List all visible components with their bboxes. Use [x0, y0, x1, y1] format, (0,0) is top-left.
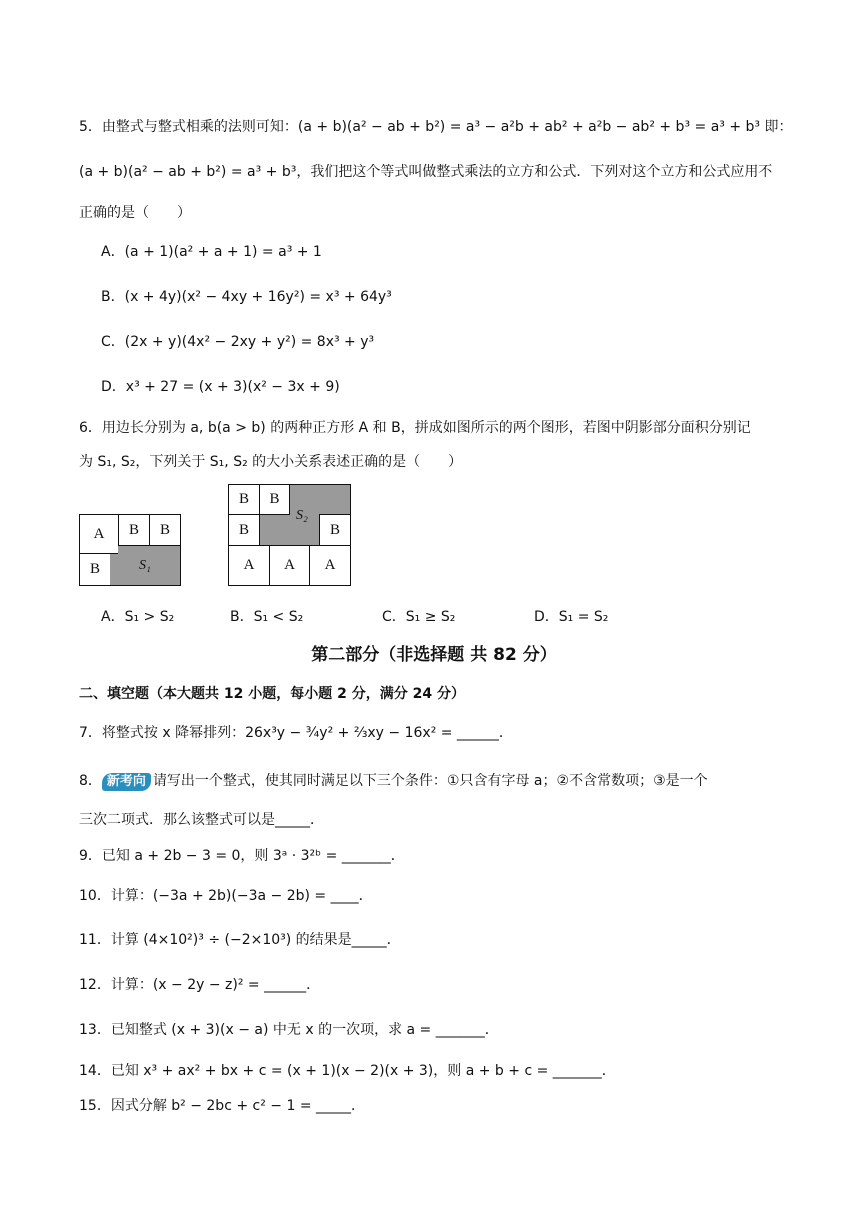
q6-option-c: C．S₁ ≥ S₂	[382, 609, 456, 625]
fig1-square-b: B	[149, 514, 181, 546]
q8-number: 8．	[79, 773, 102, 789]
q11-text: 11．计算 (4×10²)³ ÷ (−2×10³) 的结果是_____．	[79, 932, 401, 948]
q7-text: 7．将整式按 x 降幂排列：26x³y − ¾y² + ⅔xy − 16x² = ______．	[79, 725, 513, 741]
fig1-square-a: A	[79, 514, 119, 554]
q5-option-a: A．(a + 1)(a² + a + 1) = a³ + 1	[101, 244, 322, 260]
q5-line3: 正确的是（ ）	[79, 205, 191, 221]
q5-line2: (a + b)(a² − ab + b²) = a³ + b³，我们把这个等式叫做整式乘法的立方和公式．下列对这个立方和公式应用不	[79, 164, 773, 180]
q15-text: 15．因式分解 b² − 2bc + c² − 1 = _____．	[79, 1098, 365, 1114]
fig2-square-b: B	[228, 514, 260, 546]
q6-line2: 为 S₁, S₂，下列关于 S₁, S₂ 的大小关系表述正确的是（ ）	[79, 454, 463, 470]
fig2-square-a: A	[309, 545, 351, 586]
new-direction-badge: 新考向	[102, 773, 151, 791]
q9-text: 9．已知 a + 2b − 3 = 0，则 3ᵃ · 3²ᵇ = _______．	[79, 848, 405, 864]
fig1-square-b: B	[118, 514, 150, 546]
q5-line1: 5．由整式与整式相乘的法则可知：(a + b)(a² − ab + b²) = a³ − a²b + ab² + a²b − ab² + b³ = a³ + b³ 即：	[79, 119, 793, 135]
q8-line2: 三次二项式．那么该整式可以是_____．	[79, 812, 324, 828]
q12-text: 12．计算：(x − 2y − z)² = ______．	[79, 977, 321, 993]
fig2-square-a: A	[228, 545, 270, 586]
q6-figure-2	[228, 484, 351, 586]
q5-option-d: D．x³ + 27 = (x + 3)(x² − 3x + 9)	[101, 379, 340, 395]
fig2-shade-label: S₂	[296, 508, 308, 523]
fig1-square-b: B	[79, 553, 111, 586]
fig2-square-a: A	[269, 545, 310, 586]
q6-figure-1	[79, 514, 181, 586]
q5-option-c: C．(2x + y)(4x² − 2xy + y²) = 8x³ + y³	[101, 334, 375, 350]
fig1-shaded-region-top	[118, 545, 181, 554]
fig2-square-b: B	[228, 484, 260, 515]
q10-text: 10．计算：(−3a + 2b)(−3a − 2b) = ____．	[79, 888, 373, 904]
q8-line1-text: 请写出一个整式，使其同时满足以下三个条件：①只含有字母 a；②不含常数项；③是一个	[152, 773, 708, 789]
part-title: 第二部分（非选择题 共 82 分）	[311, 645, 557, 665]
q6-line1: 6．用边长分别为 a, b(a > b) 的两种正方形 A 和 B，拼成如图所示的两个图形，若图中阴影部分面积分别记	[79, 420, 751, 436]
q6-option-a: A．S₁ > S₂	[101, 609, 175, 625]
q5-option-b: B．(x + 4y)(x² − 4xy + 16y²) = x³ + 64y³	[101, 289, 392, 305]
q8-line1	[79, 771, 708, 791]
fig2-square-b: B	[319, 514, 351, 546]
q6-option-d: D．S₁ = S₂	[534, 609, 609, 625]
q14-text: 14．已知 x³ + ax² + bx + c = (x + 1)(x − 2)(x + 3)，则 a + b + c = _______．	[79, 1063, 616, 1079]
q6-option-b: B．S₁ < S₂	[230, 609, 304, 625]
fig1-shade-label: S₁	[139, 558, 151, 573]
fig2-square-b: B	[259, 484, 290, 515]
section-heading: 二、填空题（本大题共 12 小题，每小题 2 分，满分 24 分）	[79, 686, 465, 702]
q13-text: 13．已知整式 (x + 3)(x − a) 中无 x 的一次项，求 a = _______．	[79, 1022, 499, 1038]
